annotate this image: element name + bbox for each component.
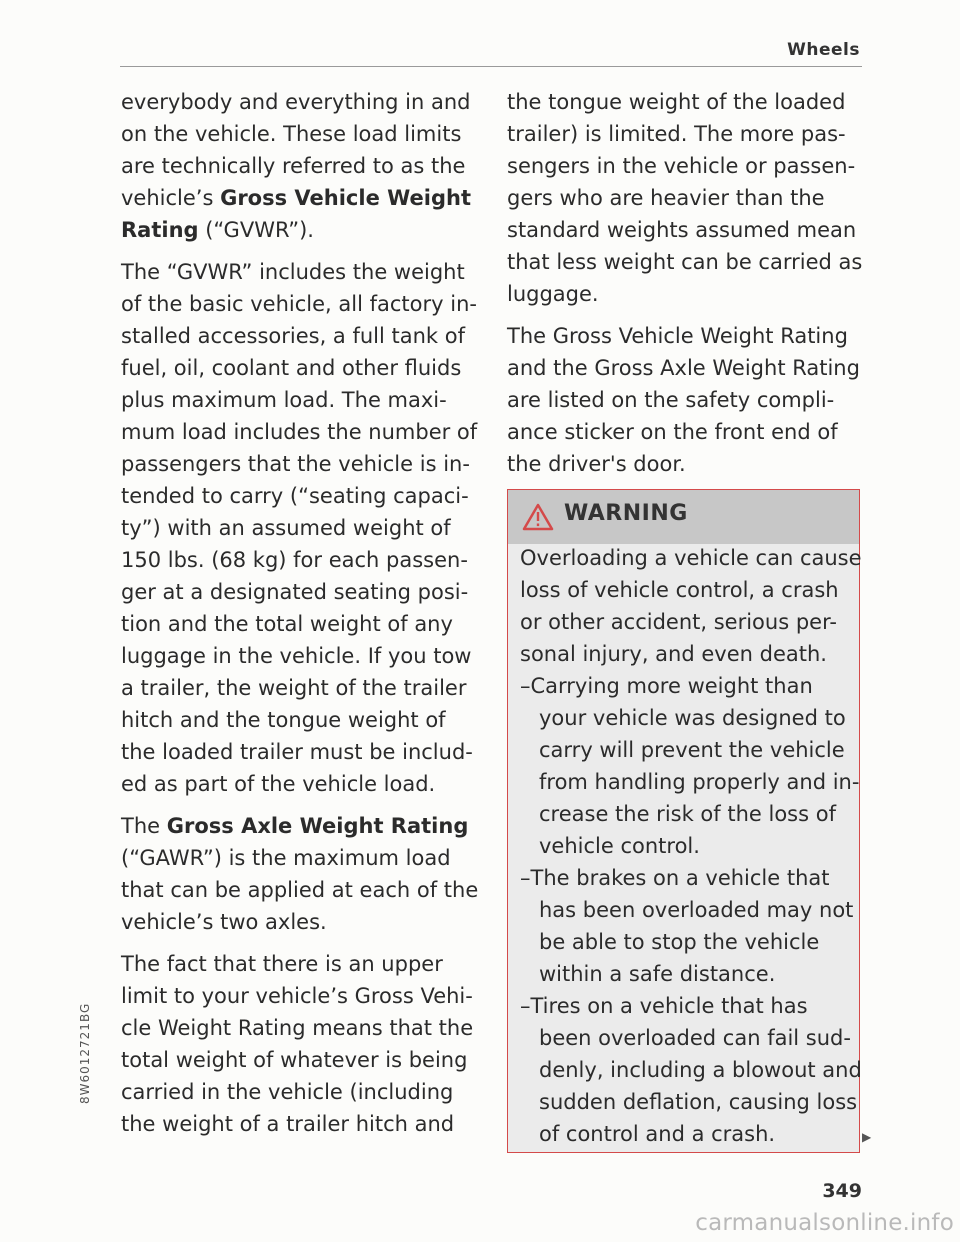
- text-line: denly, including a blowout and: [539, 1058, 862, 1082]
- warning-list-item: [520, 862, 855, 990]
- text-line: carried in the vehicle (including: [121, 1080, 454, 1104]
- text-line: cle Weight Rating means that the: [121, 1016, 474, 1040]
- text-line: be able to stop the vehicle: [539, 930, 820, 954]
- text-line: [121, 810, 481, 842]
- text-line: has been overloaded may not: [539, 898, 854, 922]
- text-line: luggage.: [507, 282, 599, 306]
- text-line: sonal injury, and even death.: [520, 642, 827, 666]
- text-line: within a safe distance.: [539, 962, 776, 986]
- text-line: trailer) is limited. The more pas-: [507, 122, 846, 146]
- text-line: mum load includes the number of: [121, 420, 478, 444]
- text-line: standard weights assumed mean: [507, 218, 857, 242]
- warning-list-item: [520, 990, 862, 1150]
- page-number: 349: [822, 1180, 862, 1202]
- paragraph-gvwr-definition: [121, 256, 481, 800]
- text-fragment: (“GVWR”).: [198, 218, 314, 242]
- text-line: tended to carry (“seating capaci-: [121, 484, 469, 508]
- text-line: on the vehicle. These load limits: [121, 122, 462, 146]
- text-line: gers who are heavier than the: [507, 186, 825, 210]
- text-line: the loaded trailer must be includ-: [121, 740, 473, 764]
- section-title: Wheels: [787, 40, 860, 60]
- text-line: –Carrying more weight than: [520, 674, 813, 698]
- text-line: from handling properly and in-: [539, 770, 860, 794]
- paragraph-gawr: [121, 810, 481, 938]
- warning-list-item: [520, 670, 860, 862]
- text-line: 150 lbs. (68 kg) for each passen-: [121, 548, 468, 572]
- watermark: carmanualsonline.info: [695, 1210, 954, 1236]
- term-rating: Rating: [121, 218, 199, 242]
- term-gawr: Gross Axle Weight Rating: [166, 814, 469, 838]
- text-line: ger at a designated seating posi-: [121, 580, 469, 604]
- text-line: stalled accessories, a full tank of: [121, 324, 466, 348]
- text-line: passengers that the vehicle is in-: [121, 452, 470, 476]
- text-fragment: vehicle’s: [121, 186, 221, 210]
- warning-box: [507, 489, 860, 1153]
- text-line: everybody and everything in and: [121, 90, 471, 114]
- text-line: of the basic vehicle, all factory in-: [121, 292, 477, 316]
- warning-triangle-icon: [522, 503, 554, 531]
- text-line: your vehicle was designed to: [539, 706, 846, 730]
- paragraph-upper-limit: [121, 948, 481, 1140]
- text-line: tion and the total weight of any: [121, 612, 453, 636]
- text-line: carry will prevent the vehicle: [539, 738, 845, 762]
- header-rule: [120, 66, 862, 67]
- text-line: the driver's door.: [507, 452, 686, 476]
- document-code: 8W6012721BG: [78, 1002, 92, 1104]
- text-line: [121, 214, 481, 246]
- left-column: [121, 86, 481, 1150]
- paragraph-load-limits: [121, 86, 481, 246]
- text-line: or other accident, serious per-: [520, 610, 837, 634]
- text-line: plus maximum load. The maxi-: [121, 388, 447, 412]
- text-line: limit to your vehicle’s Gross Vehi-: [121, 984, 473, 1008]
- text-line: are technically referred to as the: [121, 154, 466, 178]
- text-line: (“GAWR”) is the maximum load: [121, 846, 451, 870]
- text-line: The Gross Vehicle Weight Rating: [507, 324, 848, 348]
- paragraph-sticker-location: [507, 320, 863, 480]
- text-line: of control and a crash.: [539, 1122, 776, 1146]
- text-line: The fact that there is an upper: [121, 952, 443, 976]
- text-line: ance sticker on the front end of: [507, 420, 838, 444]
- text-line: hitch and the tongue weight of: [121, 708, 446, 732]
- text-line: sengers in the vehicle or passen-: [507, 154, 856, 178]
- term-gvwr: Gross Vehicle Weight: [220, 186, 471, 210]
- warning-body: [520, 542, 862, 1150]
- text-line: sudden deflation, causing loss: [539, 1090, 858, 1114]
- text-line: –The brakes on a vehicle that: [520, 866, 830, 890]
- text-line: vehicle’s two axles.: [121, 910, 327, 934]
- text-line: and the Gross Axle Weight Rating: [507, 356, 860, 380]
- text-line: The “GVWR” includes the weight: [121, 260, 465, 284]
- text-line: vehicle control.: [539, 834, 700, 858]
- right-column: [507, 86, 863, 490]
- text-fragment: The: [121, 814, 167, 838]
- text-line: total weight of whatever is being: [121, 1048, 468, 1072]
- text-line: luggage in the vehicle. If you tow: [121, 644, 472, 668]
- text-line: [121, 182, 481, 214]
- warning-title: WARNING: [564, 501, 688, 526]
- text-line: loss of vehicle control, a crash: [520, 578, 839, 602]
- warning-header: [508, 490, 859, 544]
- text-line: crease the risk of the loss of: [539, 802, 836, 826]
- text-line: a trailer, the weight of the trailer: [121, 676, 467, 700]
- text-line: are listed on the safety compli-: [507, 388, 835, 412]
- text-line: that less weight can be carried as: [507, 250, 863, 274]
- text-line: the tongue weight of the loaded: [507, 90, 846, 114]
- text-line: Overloading a vehicle can cause: [520, 546, 862, 570]
- text-line: ty”) with an assumed weight of: [121, 516, 451, 540]
- text-line: ed as part of the vehicle load.: [121, 772, 436, 796]
- paragraph-tongue-weight: [507, 86, 863, 310]
- continue-arrow-icon: ▶: [862, 1130, 872, 1144]
- text-line: that can be applied at each of the: [121, 878, 479, 902]
- warning-intro: [520, 542, 862, 670]
- text-line: –Tires on a vehicle that has: [520, 994, 808, 1018]
- text-line: been overloaded can fail sud-: [539, 1026, 851, 1050]
- text-line: fuel, oil, coolant and other fluids: [121, 356, 462, 380]
- text-line: the weight of a trailer hitch and: [121, 1112, 455, 1136]
